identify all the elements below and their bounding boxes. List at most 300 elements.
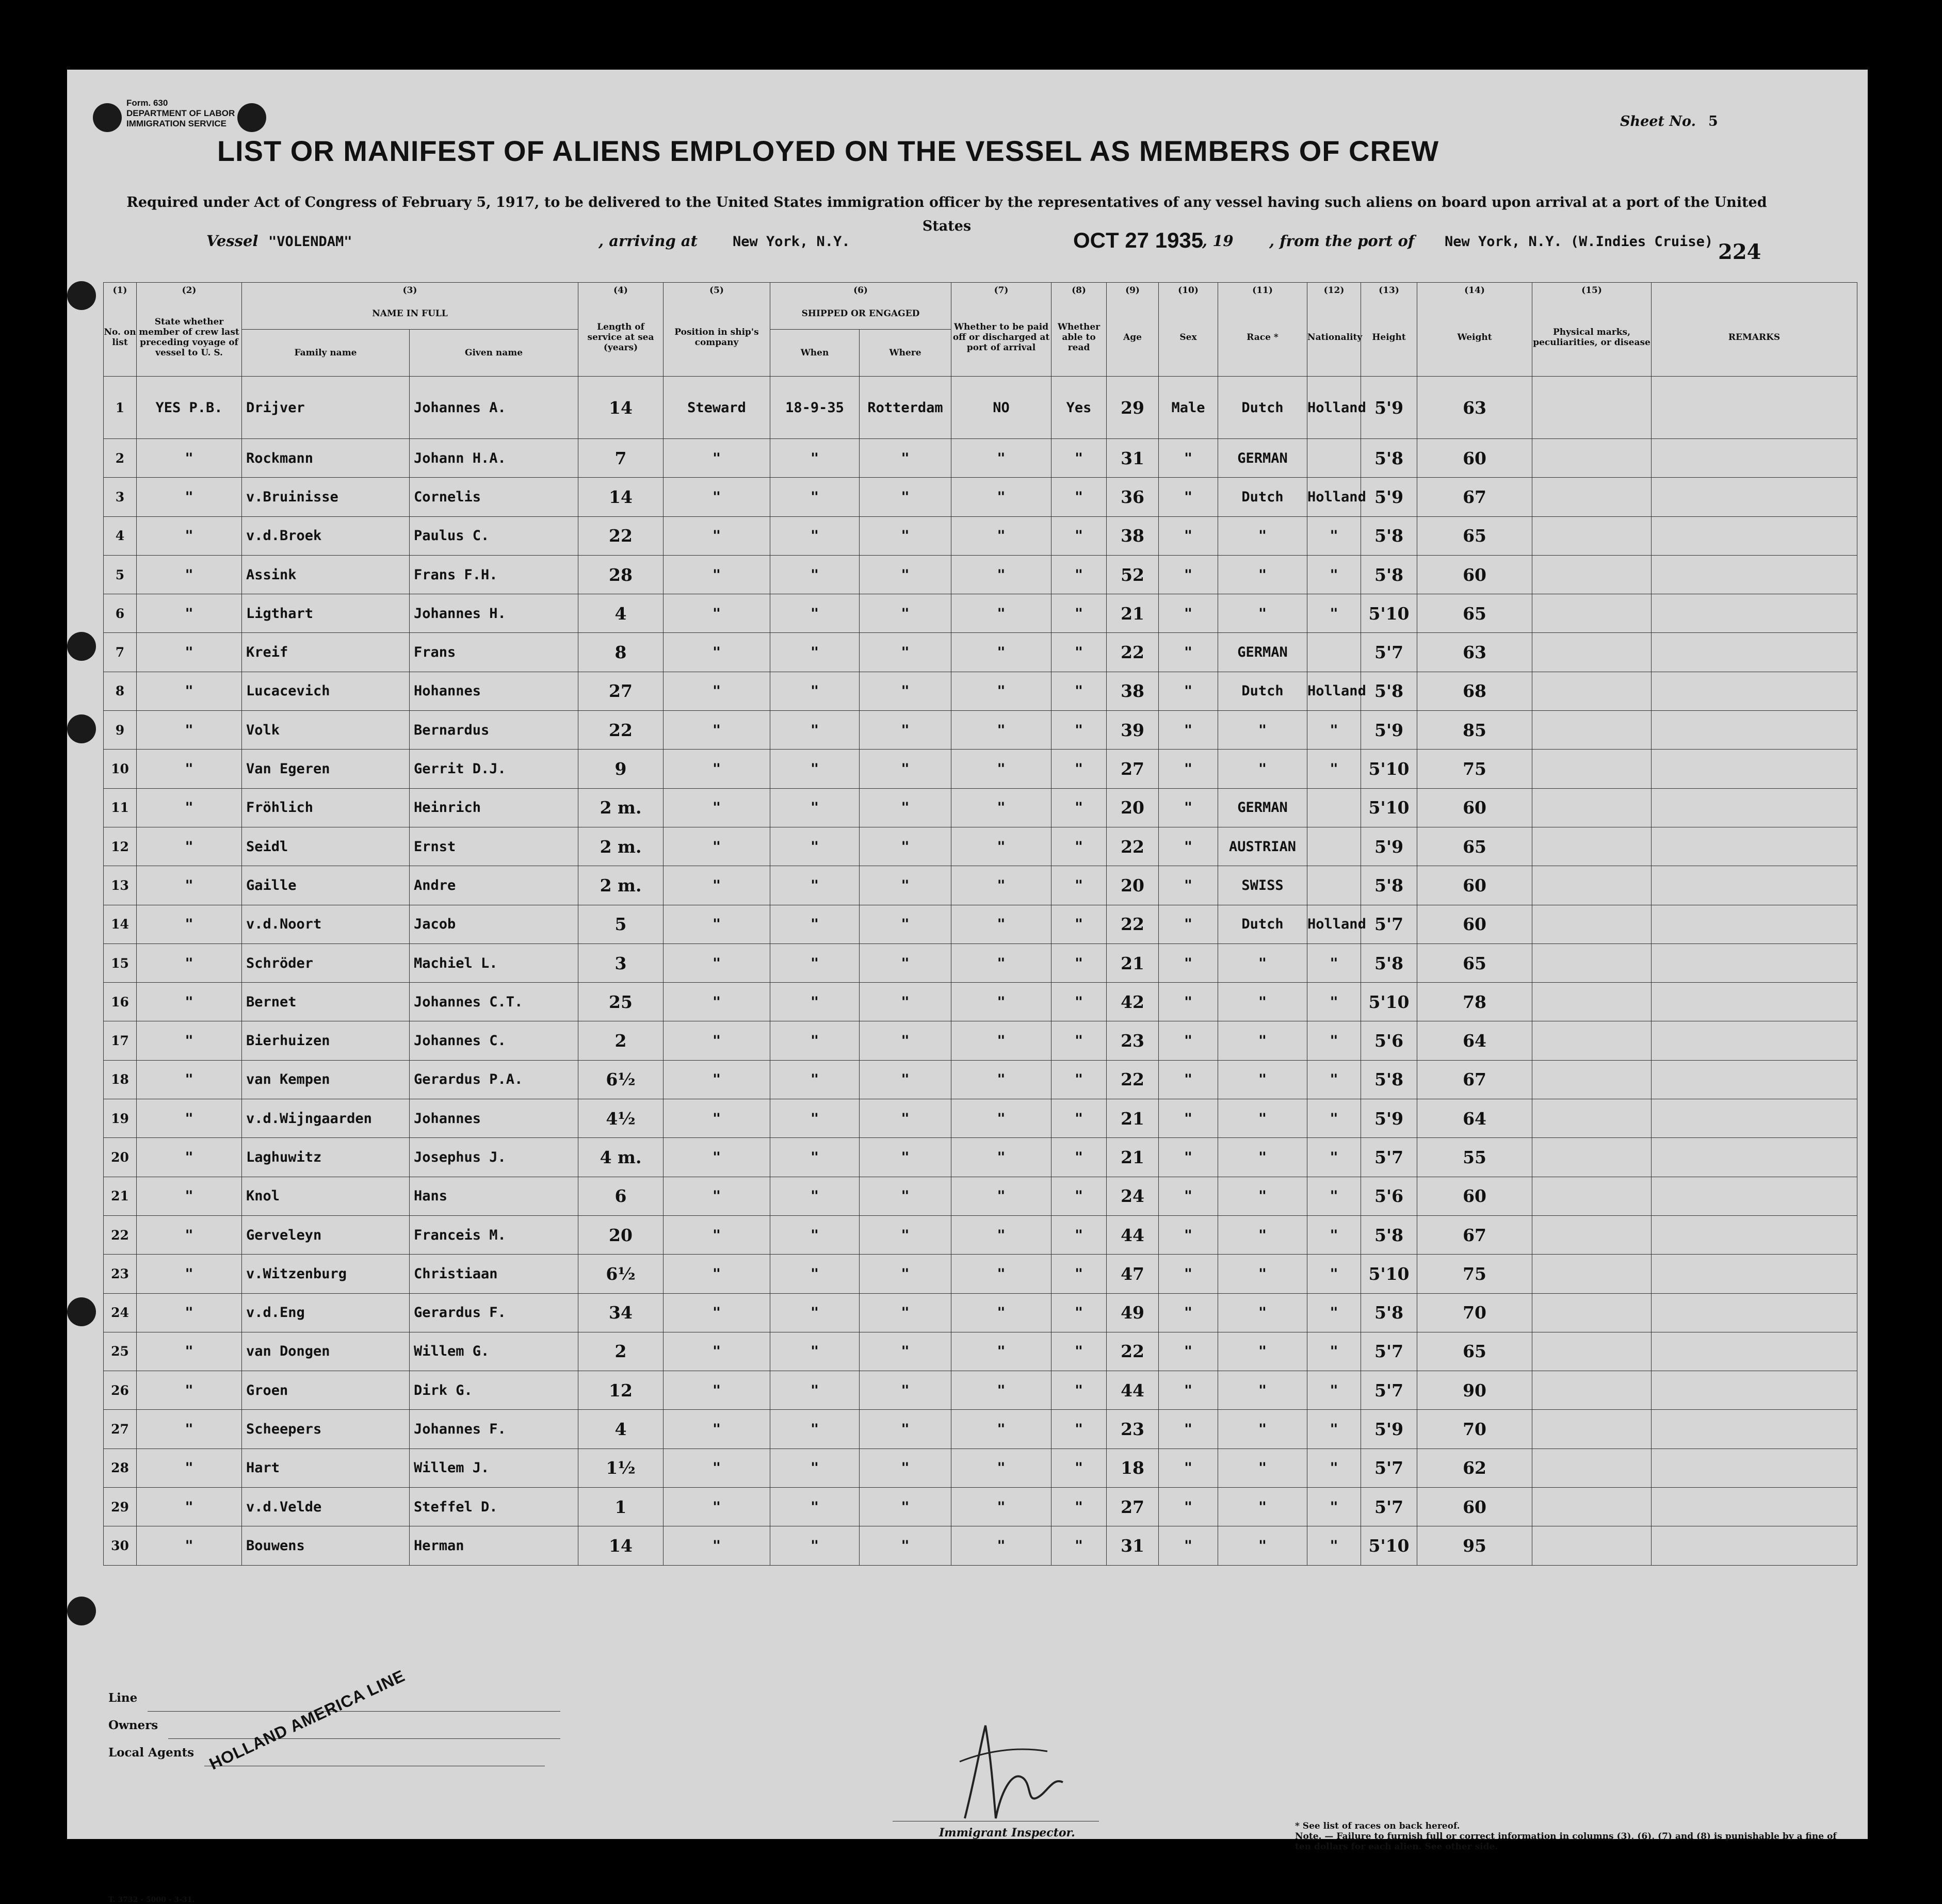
cell-member-of-crew: ": [137, 1332, 242, 1371]
cell-shipped-when: ": [770, 788, 860, 827]
cell-weight: 85: [1417, 711, 1532, 750]
cell-row-number: 16: [104, 983, 137, 1021]
cell-position: ": [663, 1410, 770, 1449]
cell-weight: 60: [1417, 555, 1532, 594]
cell-length-of-service: 27: [578, 672, 663, 710]
cell-given-name: Herman: [410, 1526, 578, 1565]
cell-able-to-read: ": [1051, 1138, 1107, 1177]
cell-sex: ": [1159, 1060, 1218, 1099]
cell-family-name: Gerveleyn: [242, 1215, 410, 1254]
cell-given-name: Franceis M.: [410, 1215, 578, 1254]
cell-remarks: [1652, 750, 1857, 788]
cell-length-of-service: 14: [578, 1526, 663, 1565]
cell-age: 22: [1107, 827, 1159, 866]
table-row: [104, 478, 1857, 516]
cell-remarks: [1652, 1138, 1857, 1177]
cell-age: 21: [1107, 943, 1159, 982]
cell-position: ": [663, 1371, 770, 1410]
cell-family-name: Bouwens: [242, 1526, 410, 1565]
cell-age: 42: [1107, 983, 1159, 1021]
cell-age: 22: [1107, 633, 1159, 672]
cell-age: 38: [1107, 516, 1159, 555]
cell-able-to-read: ": [1051, 1526, 1107, 1565]
cell-shipped-when: ": [770, 1177, 860, 1215]
cell-physical-marks: [1532, 866, 1652, 905]
table-row: [104, 1138, 1857, 1177]
cell-race: ": [1218, 711, 1307, 750]
cell-shipped-where: ": [860, 516, 951, 555]
cell-sex: ": [1159, 439, 1218, 478]
cell-weight: 68: [1417, 672, 1532, 710]
cell-shipped-when: ": [770, 1021, 860, 1060]
cell-height: 5'7: [1361, 1488, 1417, 1526]
cell-nationality: ": [1307, 1332, 1361, 1371]
cell-race: ": [1218, 1449, 1307, 1487]
cell-height: 5'9: [1361, 1099, 1417, 1138]
cell-sex: ": [1159, 1371, 1218, 1410]
cell-paid-off: ": [951, 594, 1051, 633]
cell-nationality: ": [1307, 1293, 1361, 1332]
cell-given-name: Ernst: [410, 827, 578, 866]
cell-able-to-read: ": [1051, 633, 1107, 672]
cell-family-name: Ligthart: [242, 594, 410, 633]
cell-able-to-read: ": [1051, 1488, 1107, 1526]
cell-length-of-service: 3: [578, 943, 663, 982]
cell-paid-off: ": [951, 711, 1051, 750]
table-row: [104, 1021, 1857, 1060]
handwritten-number: 224: [1718, 240, 1761, 264]
cell-shipped-when: ": [770, 1138, 860, 1177]
cell-given-name: Johannes: [410, 1099, 578, 1138]
cell-able-to-read: ": [1051, 1060, 1107, 1099]
department-name: DEPARTMENT OF LABOR: [126, 108, 235, 118]
cell-position: ": [663, 555, 770, 594]
cell-length-of-service: 34: [578, 1293, 663, 1332]
cell-able-to-read: ": [1051, 1449, 1107, 1487]
cell-member-of-crew: ": [137, 633, 242, 672]
cell-length-of-service: 5: [578, 905, 663, 943]
cell-physical-marks: [1532, 943, 1652, 982]
punch-hole: [67, 714, 96, 743]
cell-age: 31: [1107, 1526, 1159, 1565]
cell-remarks: [1652, 1177, 1857, 1215]
form-info: [126, 98, 235, 129]
cell-physical-marks: [1532, 1255, 1652, 1293]
header-shipped-or-engaged: SHIPPED OR ENGAGED: [770, 298, 951, 330]
header-able-to-read: Whether able to read: [1051, 298, 1107, 377]
owners-rule: [168, 1738, 560, 1739]
header-sex: Sex: [1159, 298, 1218, 377]
cell-age: 44: [1107, 1215, 1159, 1254]
cell-given-name: Johannes H.: [410, 594, 578, 633]
cell-member-of-crew: ": [137, 1410, 242, 1449]
crew-table: [103, 282, 1857, 1566]
cell-race: ": [1218, 516, 1307, 555]
cell-paid-off: ": [951, 788, 1051, 827]
vessel-line: [206, 228, 1754, 263]
cell-shipped-when: ": [770, 1060, 860, 1099]
cell-nationality: [1307, 827, 1361, 866]
col-num-3: (3): [242, 283, 578, 299]
cell-nationality: Holland: [1307, 478, 1361, 516]
cell-position: ": [663, 1021, 770, 1060]
cell-row-number: 6: [104, 594, 137, 633]
cell-able-to-read: ": [1051, 1410, 1107, 1449]
cell-able-to-read: ": [1051, 943, 1107, 982]
table-row: [104, 594, 1857, 633]
cell-position: ": [663, 672, 770, 710]
cell-position: ": [663, 633, 770, 672]
cell-family-name: Scheepers: [242, 1410, 410, 1449]
cell-position: ": [663, 905, 770, 943]
cell-height: 5'10: [1361, 1255, 1417, 1293]
punch-hole: [67, 1297, 96, 1326]
cell-weight: 65: [1417, 594, 1532, 633]
cell-race: ": [1218, 1526, 1307, 1565]
cell-weight: 64: [1417, 1099, 1532, 1138]
cell-given-name: Hohannes: [410, 672, 578, 710]
cell-race: AUSTRIAN: [1218, 827, 1307, 866]
owners-label: Owners: [108, 1718, 158, 1732]
cell-age: 36: [1107, 478, 1159, 516]
cell-height: 5'10: [1361, 594, 1417, 633]
table-row: [104, 788, 1857, 827]
cell-remarks: [1652, 983, 1857, 1021]
table-row: [104, 1410, 1857, 1449]
cell-physical-marks: [1532, 555, 1652, 594]
cell-paid-off: ": [951, 672, 1051, 710]
cell-shipped-where: ": [860, 1332, 951, 1371]
cell-member-of-crew: ": [137, 1526, 242, 1565]
cell-length-of-service: 4 m.: [578, 1138, 663, 1177]
cell-family-name: Seidl: [242, 827, 410, 866]
cell-family-name: Kreif: [242, 633, 410, 672]
cell-shipped-when: ": [770, 1332, 860, 1371]
cell-physical-marks: [1532, 711, 1652, 750]
cell-shipped-where: ": [860, 439, 951, 478]
cell-length-of-service: 4: [578, 1410, 663, 1449]
cell-race: ": [1218, 1255, 1307, 1293]
cell-physical-marks: [1532, 827, 1652, 866]
cell-remarks: [1652, 866, 1857, 905]
local-agents-label: Local Agents: [108, 1746, 195, 1760]
cell-weight: 65: [1417, 827, 1532, 866]
cell-age: 27: [1107, 750, 1159, 788]
col-num-remarks: [1652, 283, 1857, 299]
cell-member-of-crew: ": [137, 1177, 242, 1215]
cell-family-name: Bernet: [242, 983, 410, 1021]
fine-note: Note. — Failure to furnish full or correct information in columns (3), (6), (7) and (8) is punishable by a fine of ten dollars for each alien. See other side.: [1295, 1831, 1837, 1852]
header-weight: Weight: [1417, 298, 1532, 377]
punch-hole: [237, 103, 266, 132]
cell-position: ": [663, 1293, 770, 1332]
cell-shipped-when: ": [770, 516, 860, 555]
cell-paid-off: ": [951, 439, 1051, 478]
cell-row-number: 15: [104, 943, 137, 982]
table-row: [104, 750, 1857, 788]
cell-shipped-when: ": [770, 827, 860, 866]
cell-remarks: [1652, 377, 1857, 439]
cell-age: 23: [1107, 1021, 1159, 1060]
cell-position: ": [663, 1177, 770, 1215]
cell-remarks: [1652, 478, 1857, 516]
cell-shipped-when: ": [770, 594, 860, 633]
cell-shipped-where: ": [860, 1060, 951, 1099]
cell-length-of-service: 2 m.: [578, 827, 663, 866]
cell-given-name: Hans: [410, 1177, 578, 1215]
cell-paid-off: ": [951, 905, 1051, 943]
cell-shipped-where: ": [860, 983, 951, 1021]
cell-length-of-service: 22: [578, 516, 663, 555]
cell-height: 5'7: [1361, 1138, 1417, 1177]
cell-family-name: Schröder: [242, 943, 410, 982]
table-row: [104, 905, 1857, 943]
cell-sex: ": [1159, 827, 1218, 866]
cell-member-of-crew: ": [137, 1021, 242, 1060]
cell-physical-marks: [1532, 633, 1652, 672]
header-nationality: Nationality: [1307, 298, 1361, 377]
cell-family-name: v.d.Eng: [242, 1293, 410, 1332]
cell-age: 29: [1107, 377, 1159, 439]
cell-sex: ": [1159, 1332, 1218, 1371]
cell-able-to-read: ": [1051, 1332, 1107, 1371]
cell-paid-off: ": [951, 555, 1051, 594]
cell-height: 5'8: [1361, 439, 1417, 478]
cell-row-number: 7: [104, 633, 137, 672]
cell-remarks: [1652, 594, 1857, 633]
cell-position: Steward: [663, 377, 770, 439]
cell-nationality: ": [1307, 1177, 1361, 1215]
cell-family-name: Lucacevich: [242, 672, 410, 710]
table-row: [104, 943, 1857, 982]
cell-shipped-when: ": [770, 1255, 860, 1293]
header-race: Race *: [1218, 298, 1307, 377]
cell-physical-marks: [1532, 1526, 1652, 1565]
cell-shipped-when: ": [770, 1488, 860, 1526]
cell-shipped-when: ": [770, 983, 860, 1021]
table-row: [104, 1255, 1857, 1293]
cell-row-number: 11: [104, 788, 137, 827]
col-num-12: (12): [1307, 283, 1361, 299]
cell-physical-marks: [1532, 1371, 1652, 1410]
cell-row-number: 26: [104, 1371, 137, 1410]
cell-length-of-service: 1½: [578, 1449, 663, 1487]
cell-able-to-read: ": [1051, 1099, 1107, 1138]
cell-physical-marks: [1532, 1293, 1652, 1332]
col-num-2: (2): [137, 283, 242, 299]
cell-age: 39: [1107, 711, 1159, 750]
cell-sex: Male: [1159, 377, 1218, 439]
cell-age: 31: [1107, 439, 1159, 478]
cell-physical-marks: [1532, 672, 1652, 710]
crew-rows: [104, 377, 1857, 1566]
cell-shipped-where: ": [860, 1177, 951, 1215]
cell-given-name: Christiaan: [410, 1255, 578, 1293]
cell-sex: ": [1159, 516, 1218, 555]
cell-remarks: [1652, 516, 1857, 555]
cell-given-name: Paulus C.: [410, 516, 578, 555]
cell-sex: ": [1159, 1215, 1218, 1254]
cell-race: ": [1218, 1332, 1307, 1371]
cell-shipped-when: ": [770, 1099, 860, 1138]
cell-row-number: 1: [104, 377, 137, 439]
cell-paid-off: ": [951, 478, 1051, 516]
cell-weight: 75: [1417, 1255, 1532, 1293]
cell-shipped-where: ": [860, 594, 951, 633]
cell-position: ": [663, 1215, 770, 1254]
cell-nationality: ": [1307, 516, 1361, 555]
cell-shipped-where: ": [860, 555, 951, 594]
header-member-of-crew: State whether member of crew last preceding voyage of vessel to U. S.: [137, 298, 242, 377]
cell-physical-marks: [1532, 1410, 1652, 1449]
cell-remarks: [1652, 555, 1857, 594]
cell-height: 5'8: [1361, 943, 1417, 982]
cell-member-of-crew: ": [137, 750, 242, 788]
header-remarks: REMARKS: [1652, 298, 1857, 377]
cell-shipped-where: ": [860, 478, 951, 516]
cell-physical-marks: [1532, 1215, 1652, 1254]
cell-shipped-when: ": [770, 439, 860, 478]
cell-row-number: 3: [104, 478, 137, 516]
cell-position: ": [663, 1060, 770, 1099]
cell-nationality: ": [1307, 943, 1361, 982]
cell-age: 47: [1107, 1255, 1159, 1293]
cell-weight: 67: [1417, 1060, 1532, 1099]
cell-age: 18: [1107, 1449, 1159, 1487]
from-port: New York, N.Y. (W.Indies Cruise): [1445, 234, 1713, 250]
cell-height: 5'9: [1361, 827, 1417, 866]
cell-height: 5'10: [1361, 750, 1417, 788]
header-name-in-full: NAME IN FULL: [242, 298, 578, 330]
cell-shipped-when: ": [770, 1449, 860, 1487]
cell-physical-marks: [1532, 1332, 1652, 1371]
cell-physical-marks: [1532, 1488, 1652, 1526]
cell-family-name: Laghuwitz: [242, 1138, 410, 1177]
cell-member-of-crew: ": [137, 1488, 242, 1526]
cell-nationality: Holland: [1307, 672, 1361, 710]
cell-length-of-service: 1: [578, 1488, 663, 1526]
cell-remarks: [1652, 1021, 1857, 1060]
cell-shipped-where: ": [860, 750, 951, 788]
table-row: [104, 711, 1857, 750]
cell-nationality: ": [1307, 1138, 1361, 1177]
cell-nationality: ": [1307, 1060, 1361, 1099]
cell-race: ": [1218, 594, 1307, 633]
cell-height: 5'10: [1361, 788, 1417, 827]
cell-nationality: ": [1307, 1215, 1361, 1254]
col-num-6: (6): [770, 283, 951, 299]
cell-weight: 70: [1417, 1410, 1532, 1449]
cell-row-number: 19: [104, 1099, 137, 1138]
cell-age: 49: [1107, 1293, 1159, 1332]
cell-shipped-where: ": [860, 1488, 951, 1526]
cell-position: ": [663, 516, 770, 555]
cell-family-name: v.d.Noort: [242, 905, 410, 943]
cell-physical-marks: [1532, 594, 1652, 633]
cell-remarks: [1652, 943, 1857, 982]
cell-sex: ": [1159, 866, 1218, 905]
cell-sex: ": [1159, 983, 1218, 1021]
cell-weight: 60: [1417, 439, 1532, 478]
cell-height: 5'8: [1361, 1293, 1417, 1332]
cell-race: GERMAN: [1218, 633, 1307, 672]
cell-race: ": [1218, 983, 1307, 1021]
cell-length-of-service: 7: [578, 439, 663, 478]
cell-member-of-crew: ": [137, 1215, 242, 1254]
table-row: [104, 1371, 1857, 1410]
cell-weight: 67: [1417, 1215, 1532, 1254]
cell-sex: ": [1159, 1410, 1218, 1449]
arriving-label: , arriving at: [598, 232, 698, 250]
cell-physical-marks: [1532, 788, 1652, 827]
cell-weight: 64: [1417, 1021, 1532, 1060]
header-when: When: [770, 330, 860, 377]
cell-shipped-where: ": [860, 672, 951, 710]
cell-remarks: [1652, 1410, 1857, 1449]
cell-paid-off: ": [951, 1371, 1051, 1410]
cell-family-name: v.Witzenburg: [242, 1255, 410, 1293]
cell-height: 5'8: [1361, 1215, 1417, 1254]
cell-nationality: [1307, 633, 1361, 672]
cell-weight: 65: [1417, 1332, 1532, 1371]
cell-family-name: v.d.Velde: [242, 1488, 410, 1526]
cell-family-name: Hart: [242, 1449, 410, 1487]
footer-notes: [1295, 1821, 1837, 1852]
col-num-14: (14): [1417, 283, 1532, 299]
cell-member-of-crew: ": [137, 1293, 242, 1332]
cell-family-name: v.Bruinisse: [242, 478, 410, 516]
cell-age: 24: [1107, 1177, 1159, 1215]
cell-family-name: Bierhuizen: [242, 1021, 410, 1060]
cell-given-name: Johann H.A.: [410, 439, 578, 478]
cell-nationality: ": [1307, 1099, 1361, 1138]
cell-remarks: [1652, 711, 1857, 750]
cell-shipped-when: ": [770, 1410, 860, 1449]
cell-shipped-when: 18-9-35: [770, 377, 860, 439]
cell-sex: ": [1159, 1099, 1218, 1138]
cell-physical-marks: [1532, 478, 1652, 516]
cell-remarks: [1652, 827, 1857, 866]
cell-remarks: [1652, 1215, 1857, 1254]
cell-member-of-crew: ": [137, 594, 242, 633]
cell-height: 5'8: [1361, 555, 1417, 594]
cell-member-of-crew: ": [137, 1060, 242, 1099]
cell-shipped-where: ": [860, 1215, 951, 1254]
cell-race: Dutch: [1218, 672, 1307, 710]
cell-sex: ": [1159, 1138, 1218, 1177]
cell-shipped-when: ": [770, 478, 860, 516]
header-given-name: Given name: [410, 330, 578, 377]
cell-nationality: ": [1307, 711, 1361, 750]
cell-family-name: Knol: [242, 1177, 410, 1215]
cell-physical-marks: [1532, 439, 1652, 478]
cell-shipped-when: ": [770, 555, 860, 594]
header-family-name: Family name: [242, 330, 410, 377]
cell-weight: 62: [1417, 1449, 1532, 1487]
cell-race: Dutch: [1218, 478, 1307, 516]
cell-age: 21: [1107, 1099, 1159, 1138]
table-row: [104, 866, 1857, 905]
header-age: Age: [1107, 298, 1159, 377]
cell-shipped-where: ": [860, 1138, 951, 1177]
header-position: Position in ship's company: [663, 298, 770, 377]
cell-able-to-read: ": [1051, 750, 1107, 788]
from-port-label: , from the port of: [1269, 232, 1415, 250]
cell-row-number: 25: [104, 1332, 137, 1371]
cell-paid-off: ": [951, 1332, 1051, 1371]
cell-nationality: ": [1307, 1371, 1361, 1410]
cell-length-of-service: 2: [578, 1021, 663, 1060]
